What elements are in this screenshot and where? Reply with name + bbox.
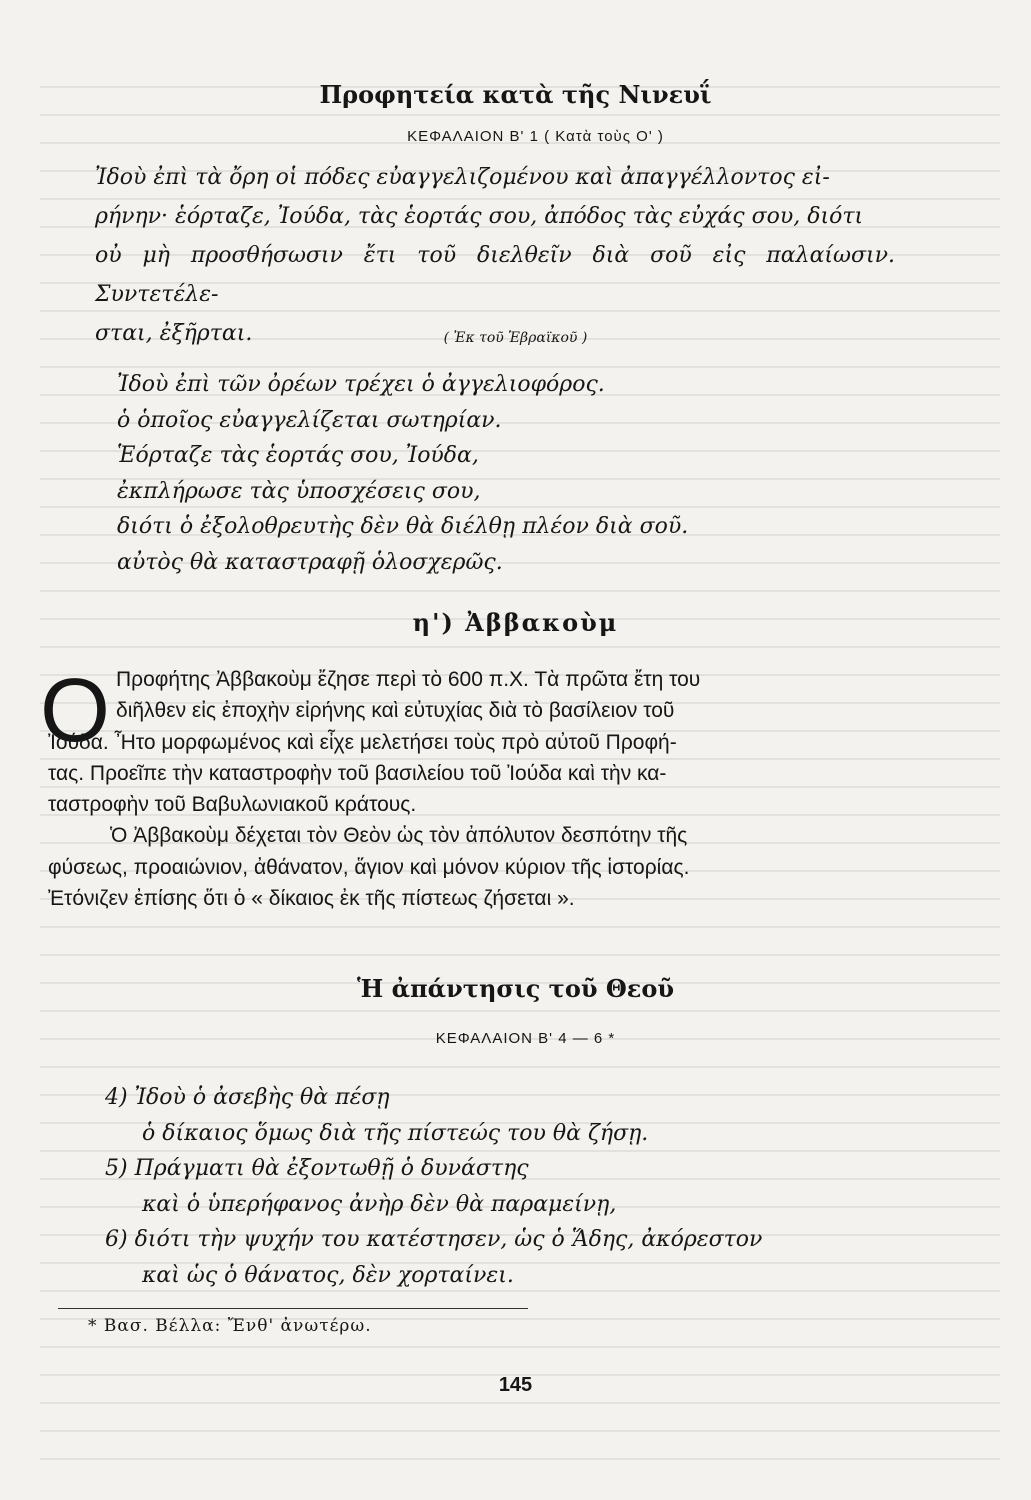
chapter-reference-1: ΚΕΦΑΛΑΙΟΝ Β' 1 ( Κατὰ τοὺς Ο' ): [407, 128, 664, 145]
poem-line: Ἑόρταζε τὰς ἑορτάς σου, Ἰούδα,: [117, 443, 479, 468]
verse-line: 5) Πράγματι θὰ ἐξοντωθῇ ὁ δυνάστης: [105, 1156, 529, 1182]
body-line: τας. Προεῖπε τὴν καταστροφὴν τοῦ βασιλείου τοῦ Ἰούδα καὶ τὴν κα-: [48, 761, 667, 785]
body-line: Ἰούδα. Ἦτο μορφωμένος καὶ εἶχε μελετήσει τοὺς πρὸ αὐτοῦ Προφή-: [48, 730, 677, 754]
source-note: ( Ἐκ τοῦ Ἑβραϊκοῦ ): [443, 330, 588, 346]
prose-line: σται, ἐξῆρται.: [95, 321, 253, 346]
poem-line: ἐκπλήρωσε τὰς ὑποσχέσεις σου,: [117, 478, 481, 504]
poem-line: διότι ὁ ἐξολοθρευτὴς δὲν θὰ διέλθῃ πλέον διὰ σοῦ.: [117, 514, 689, 539]
verse-line: 4) Ἰδοὺ ὁ ἀσεβὴς θὰ πέσῃ: [105, 1085, 390, 1110]
body-line: ταστροφὴν τοῦ Βαβυλωνιακοῦ κράτους.: [48, 793, 417, 817]
section-title-gods-answer: Ἡ ἀπάντησις τοῦ Θεοῦ: [357, 974, 674, 1003]
verse-block: [105, 1080, 925, 1294]
footnote: * Βασ. Βέλλα: Ἔνθ' ἀνωτέρω.: [88, 1316, 372, 1336]
verse-line: καὶ ὡς ὁ θάνατος, δὲν χορταίνει.: [142, 1262, 514, 1288]
verse-line: ὁ δίκαιος ὅμως διὰ τῆς πίστεώς του θὰ ζήσῃ.: [142, 1120, 649, 1146]
body-line: διῆλθεν εἰς ἐποχὴν εἰρήνης καὶ εὐτυχίας διὰ τὸ βασίλειον τοῦ: [116, 699, 675, 723]
verse-line: 6) διότι τὴν ψυχήν του κατέστησεν, ὡς ὁ Ἅδης, ἀκόρεστον: [105, 1227, 763, 1253]
prose-line: οὐ μὴ προσθήσωσιν ἔτι τοῦ διελθεῖν διὰ σοῦ εἰς παλαίωσιν. Συντετέλε-: [95, 243, 895, 307]
section-heading-habakkuk: η') Ἀββακοὺμ: [412, 608, 619, 637]
chapter-reference-2: ΚΕΦΑΛΑΙΟΝ Β' 4 — 6 *: [435, 1030, 616, 1047]
poem-line: ὁ ὁποῖος εὐαγγελίζεται σωτηρίαν.: [117, 407, 502, 433]
habakkuk-biography: [48, 664, 883, 914]
poem-line: αὐτὸς θὰ καταστραφῇ ὁλοσχερῶς.: [117, 549, 503, 575]
prose-passage: [95, 158, 895, 353]
prose-line: ρήνην· ἑόρταζε, Ἰούδα, τὰς ἑορτάς σου, ἀπόδος τὰς εὐχάς σου, διότι: [95, 204, 864, 229]
verse-line: καὶ ὁ ὑπερήφανος ἀνὴρ δὲν θὰ παραμείνῃ,: [142, 1191, 617, 1217]
page-number: 145: [498, 1374, 533, 1396]
poem-translation: [117, 367, 917, 580]
body-line: Προφήτης Ἀββακοὺμ ἔζησε περὶ τὸ 600 π.Χ. Τὰ πρῶτα ἔτη του: [116, 668, 701, 691]
footnote-rule: [58, 1308, 528, 1309]
prose-line: Ἰδοὺ ἐπὶ τὰ ὄρη οἱ πόδες εὐαγγελιζομένου καὶ ἀπαγγέλλοντος εἰ-: [95, 165, 830, 190]
body-line: Ὁ Ἀββακοὺμ δέχεται τὸν Θεὸν ὡς τὸν ἀπόλυτον δεσπότην τῆς: [110, 824, 688, 848]
drop-cap: Ο: [40, 661, 111, 761]
body-line: φύσεως, προαιώνιον, ἀθάνατον, ἅγιον καὶ μόνον κύριον τῆς ἱστορίας.: [48, 855, 690, 879]
section-title-nineveh: Προφητεία κατὰ τῆς Νινευΐ: [319, 80, 712, 109]
poem-line: Ἰδοὺ ἐπὶ τῶν ὀρέων τρέχει ὁ ἀγγελιοφόρος.: [117, 372, 605, 397]
body-line: Ἐτόνιζεν ἐπίσης ὅτι ὁ « δίκαιος ἐκ τῆς πίστεως ζήσεται ».: [48, 887, 575, 911]
